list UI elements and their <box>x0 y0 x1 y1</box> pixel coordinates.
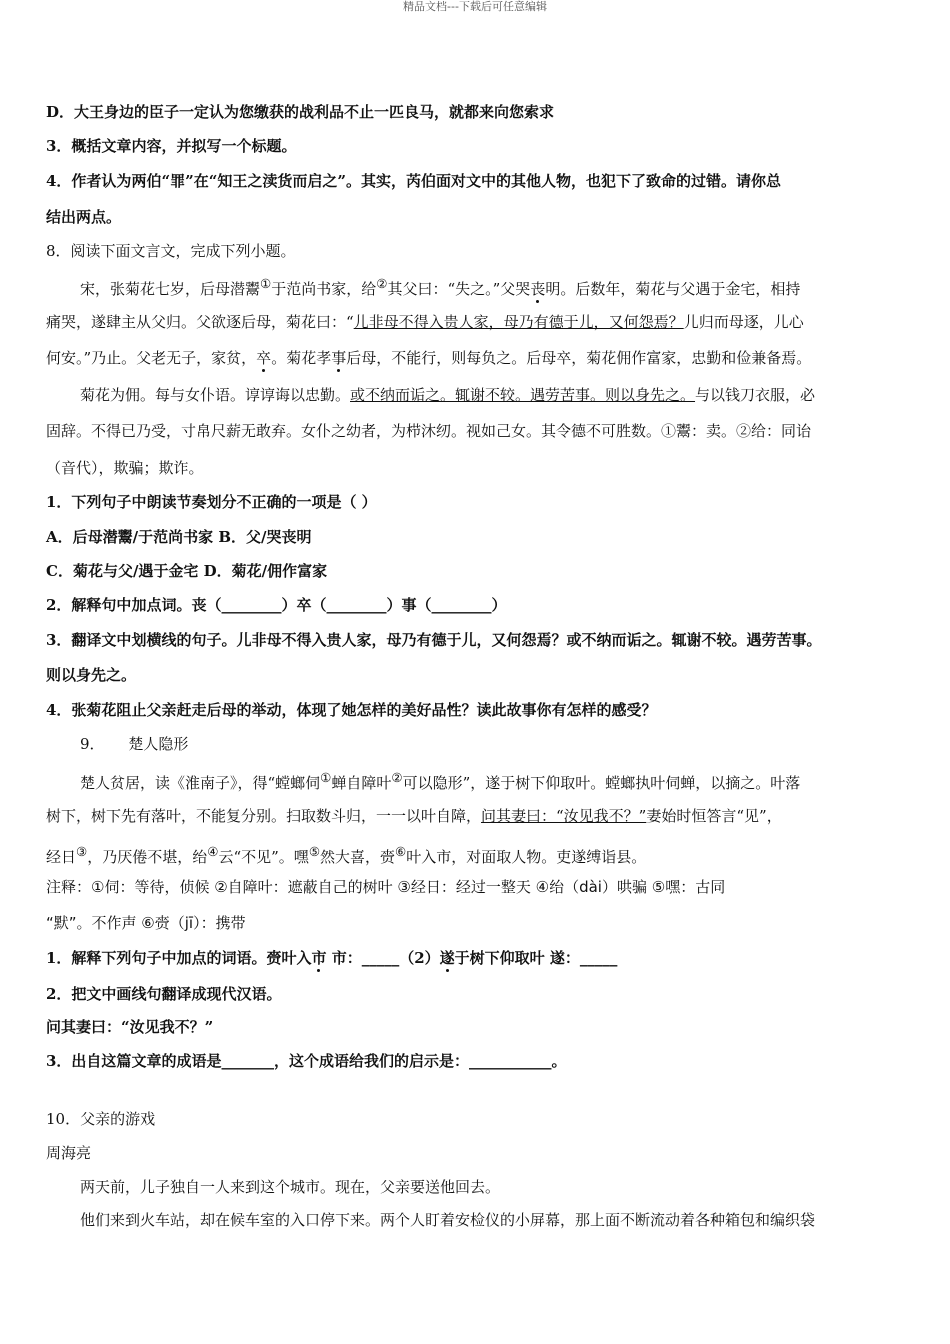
passage-8-line-1: 宋，张菊花七岁，后母潜鬻①于范尚书家，给②其父曰：“失之。”父哭丧明。后数年，菊花与父遇于金宅，相持 <box>80 276 801 298</box>
passage-8-line-3: 何安。”乃止。父老无子，家贫，卒。菊花孝事后母，不能行，则每负之。后母卒，菊花佣作富家，忠勤和俭兼备焉。 <box>46 349 812 367</box>
passage-10-line-2: 他们来到火车站，却在候车室的入口停下来。两个人盯着安检仪的小屏幕，那上面不断流动着各种箱包和编织袋 <box>80 1211 816 1229</box>
section-9-heading: 9． 楚人隐形 <box>80 735 189 753</box>
passage-8-line-2: 痛哭，遂肆主从父归。父欲逐后母，菊花曰：“儿非母不得入贵人家，母乃有德于儿，又何怨焉？儿归而母逐，儿心 <box>46 313 804 331</box>
q8-1-options-ab: A．后母潜鬻/于范尚书家 B．父/哭丧明 <box>46 528 312 546</box>
passage-8-line-6: （音代），欺骗；欺诈。 <box>46 459 204 477</box>
question-4-continued: 结出两点。 <box>46 208 122 226</box>
passage-9-line-2: 树下，树下先有落叶，不能复分别。扫取数斗归，一一以叶自障，问其妻曰：“汝见我不？”妻始时恒答言“见”， <box>46 807 782 825</box>
q8-4: 4．张菊花阻止父亲赶走后母的举动，体现了她怎样的美好品性？读此故事你有怎样的感受？ <box>46 701 657 719</box>
q9-3: 3．出自这篇文章的成语是_______，这个成语给我们的启示是：___________。 <box>46 1052 567 1070</box>
passage-9-line-1: 楚人贫居，读《淮南子》，得“螳螂伺①蝉自障叶②可以隐形”，遂于树下仰取叶。螳螂执叶伺蝉，以摘之。叶落 <box>80 770 801 792</box>
passage-9-notes: 注释：①伺：等待，侦候 ②自障叶：遮蔽自己的树叶 ③经日：经过一整天 ④绐（dài）哄骗 ⑤嘿：古同 <box>46 878 726 896</box>
q8-3-continued: 则以身先之。 <box>46 666 137 684</box>
section-8-heading: 8．阅读下面文言文，完成下列小题。 <box>46 242 296 260</box>
passage-8-line-5: 固辞。不得已乃受，寸帛尺薪无敢弃。女仆之幼者，为栉沐纫。视如己女。其令德不可胜数。①鬻：卖。②给：同诒 <box>46 422 812 440</box>
passage-10-line-1: 两天前，儿子独自一人来到这个城市。现在，父亲要送他回去。 <box>80 1178 501 1196</box>
q8-3: 3．翻译文中划横线的句子。儿非母不得入贵人家，母乃有德于儿，又何怨焉？或不纳而诟之。辄谢不较。遇劳苦事。 <box>46 631 822 649</box>
passage-9-line-3: 经日③，乃厌倦不堪，绐④云“不见”。嘿⑤然大喜，赍⑥叶入市，对面取人物。吏遂缚诣县。 <box>46 844 647 866</box>
page-header: 精品文档---下载后可任意编辑 <box>403 0 547 13</box>
passage-8-line-4: 菊花为佣。每与女仆语。谆谆诲以忠勤。或不纳而诟之。辄谢不较。遇劳苦事。则以身先之。与以钱刀衣服，必 <box>80 386 816 404</box>
q9-1: 1．解释下列句子中加点的词语。赍叶入市 市：_____（2）遂于树下仰取叶 遂：_____ <box>46 949 618 967</box>
q8-1-options-cd: C．菊花与父/遇于金宅 D．菊花/佣作富家 <box>46 562 328 580</box>
q8-1: 1．下列句子中朗读节奏划分不正确的一项是（ ） <box>46 493 377 511</box>
q8-2: 2．解释句中加点词。丧（________）卒（________）事（________） <box>46 596 507 614</box>
question-4-errors: 4．作者认为两伯“罪”在“知王之渎货而启之”。其实，芮伯面对文中的其他人物，也犯下了致命的过错。请你总 <box>46 172 781 190</box>
q9-2: 2．把文中画线句翻译成现代汉语。 <box>46 985 282 1003</box>
section-10-title: 10．父亲的游戏 <box>46 1110 156 1128</box>
section-10-author: 周海亮 <box>46 1144 92 1162</box>
question-3-summary: 3．概括文章内容，并拟写一个标题。 <box>46 137 297 155</box>
passage-9-notes-continued: “默”。不作声 ⑥赍（jī）：携带 <box>46 914 246 932</box>
q9-2-sentence: 问其妻曰：“汝见我不？” <box>46 1018 214 1036</box>
option-d: D．大王身边的臣子一定认为您缴获的战利品不止一匹良马，就都来向您索求 <box>46 103 555 121</box>
